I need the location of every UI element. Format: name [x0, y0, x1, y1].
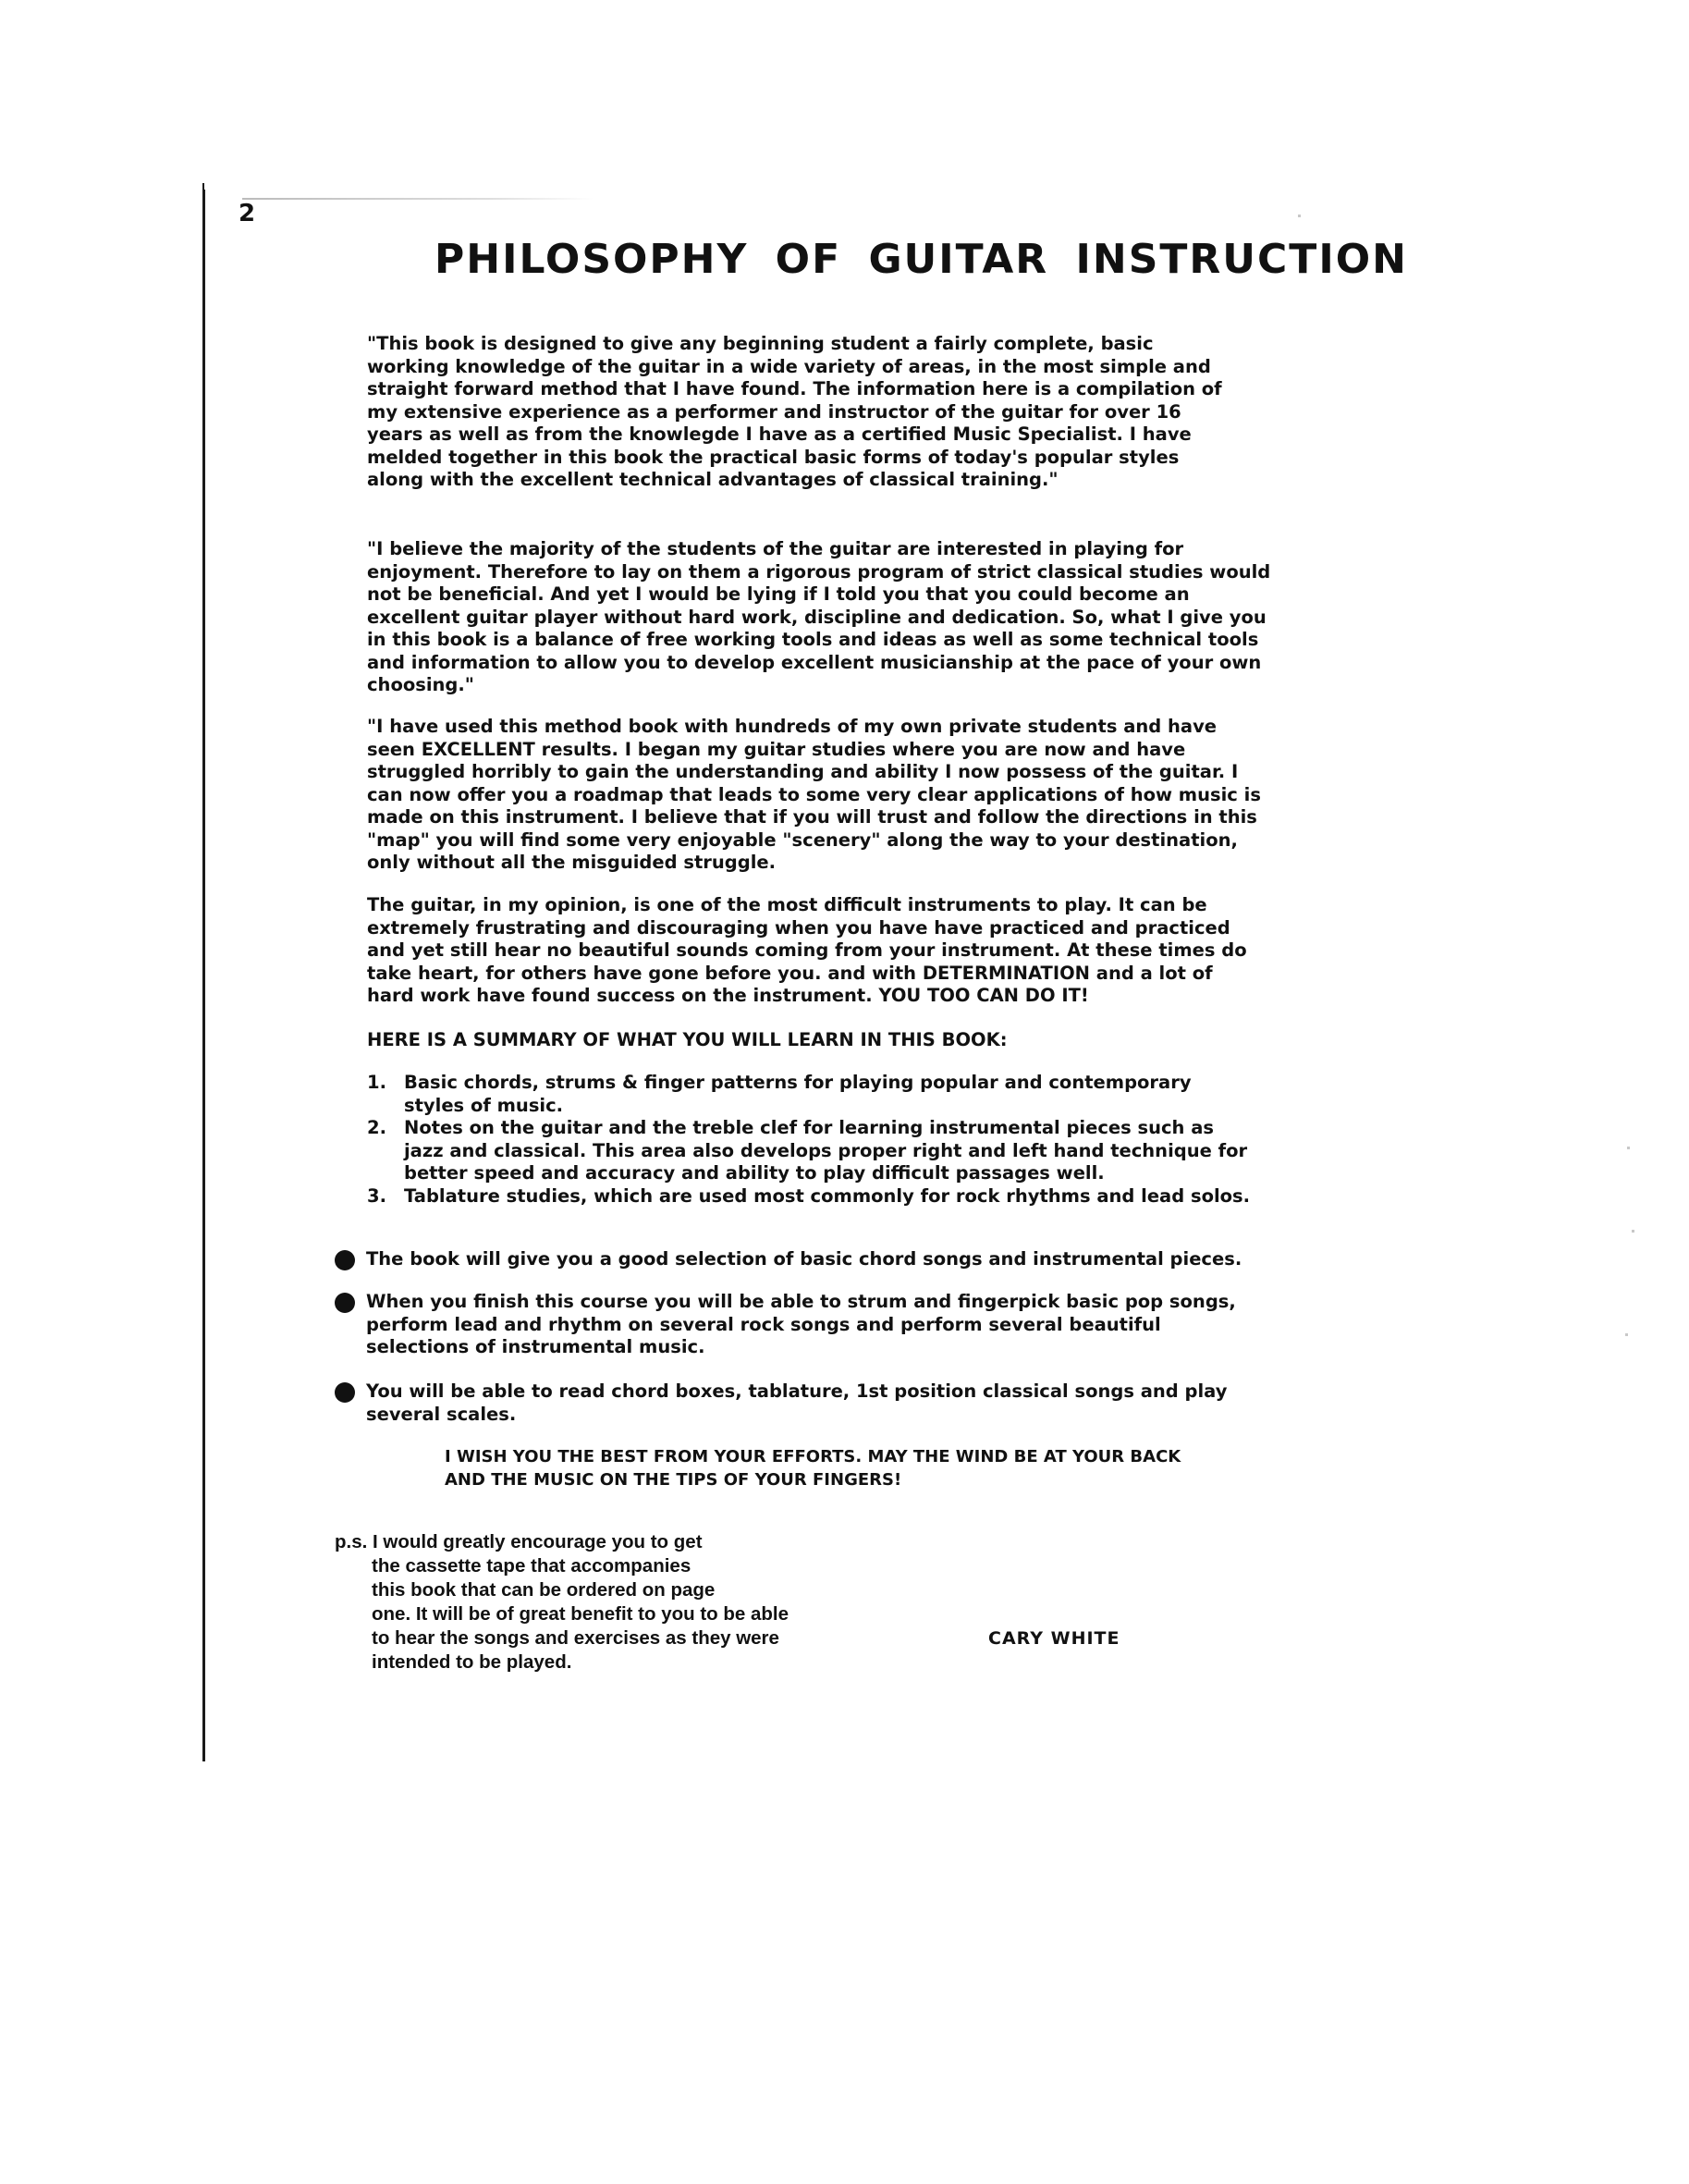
list-item	[367, 1072, 1255, 1117]
scan-speck	[1632, 1230, 1634, 1233]
postscript-line: to hear the songs and exercises as they were	[372, 1627, 779, 1649]
author-signature: CARY WHITE	[988, 1628, 1120, 1649]
closing-line-2: AND THE MUSIC ON THE TIPS OF YOUR FINGERS!	[445, 1469, 902, 1490]
intro-paragraph-2: "I believe the majority of the students of the guitar are interested in playing for enjoyment. Therefore to lay on them a rigorous program of strict classical studies would not be beneficial. And yet I would be lying if I told you that you could become an excellent guitar player without hard work, discipline and dedication. So, what I give you in this book is a balance of free working tools and ideas as well as some technical tools and information to allow you to develop excellent musicianship at the pace of your own choosing."	[367, 538, 1271, 695]
scan-speck	[1298, 215, 1301, 217]
list-item-number: 3.	[367, 1184, 386, 1207]
list-item-number: 2.	[367, 1117, 386, 1138]
list-item-text: Notes on the guitar and the treble clef for learning instrumental pieces such as jazz and classical. This area also develops proper right and left hand technique for better speed and accuracy and ability to play difficult passages well.	[404, 1117, 1248, 1184]
bullet-item	[335, 1291, 1268, 1359]
summary-heading: HERE IS A SUMMARY OF WHAT YOU WILL LEARN IN THIS BOOK:	[367, 1029, 1008, 1050]
scan-speck	[1627, 1147, 1630, 1149]
page-number: 2	[239, 200, 256, 227]
postscript-line: intended to be played.	[372, 1651, 572, 1673]
list-item-number: 1.	[367, 1072, 386, 1093]
bullet-text: The book will give you a good selection of basic chord songs and instrumental pieces.	[366, 1248, 1242, 1270]
page-margin-rule	[202, 190, 205, 1761]
intro-paragraph-1: "This book is designed to give any beginning student a fairly complete, basic working knowledge of the guitar in a wide variety of areas, in the most simple and straight forward method that I have found. The information here is a compilation of my extensive experience as a performer and instructor of the guitar for over 16 years as well as from the knowlegde I have as a certified Music Specialist. I have melded together in this book the practical basic forms of today's popular styles along with the excellent technical advantages of classical training."	[367, 333, 1222, 490]
scan-speck	[1625, 1333, 1628, 1336]
bullet-text: You will be able to read chord boxes, tablature, 1st position classical songs and play several scales.	[366, 1380, 1228, 1425]
closing-wish	[445, 1446, 1203, 1491]
bullet-dot-icon	[335, 1382, 355, 1403]
bullet-dot-icon	[335, 1250, 355, 1270]
intro-paragraph-4: The guitar, in my opinion, is one of the most difficult instruments to play. It can be extremely frustrating and discouraging when you have have practiced and practiced and yet still hear no beautiful sounds coming from your instrument. At these times do take heart, for others have gone before you. and with DETERMINATION and a lot of hard work have found success on the instrument. YOU TOO CAN DO IT!	[367, 894, 1247, 1006]
postscript-line: the cassette tape that accompanies	[372, 1555, 692, 1577]
bullet-dot-icon	[335, 1293, 355, 1313]
bullet-text: When you finish this course you will be able to strum and fingerpick basic pop songs, perform lead and rhythm on several rock songs and perform several beautiful selections of instrumental music.	[366, 1291, 1236, 1357]
bullet-item	[335, 1380, 1268, 1426]
bullet-item	[335, 1248, 1268, 1271]
intro-paragraph-3: "I have used this method book with hundreds of my own private students and have seen EXCELLENT results. I began my guitar studies where you are now and have struggled horribly to gain the understanding and ability I now possess of the guitar. I can now offer you a roadmap that leads to some very clear applications of how music is made on this instrument. I believe that if you will trust and follow the directions in this "map" you will find some very enjoyable "scenery" along the way to your destination, only without all the misguided struggle.	[367, 716, 1261, 873]
postscript-line: one. It will be of great benefit to you to be able	[372, 1603, 789, 1625]
list-item-text: Basic chords, strums & finger patterns for playing popular and contemporary styles of music.	[404, 1072, 1192, 1116]
postscript-line: this book that can be ordered on page	[372, 1579, 716, 1601]
page-header-rule	[242, 198, 594, 200]
page-title: PHILOSOPHY OF GUITAR INSTRUCTION	[434, 236, 1408, 283]
list-item-text: Tablature studies, which are used most commonly for rock rhythms and lead solos.	[404, 1184, 1251, 1207]
postscript	[335, 1530, 852, 1675]
summary-list	[367, 1072, 1255, 1208]
list-item	[367, 1117, 1255, 1185]
postscript-line: p.s. I would greatly encourage you to get	[335, 1531, 703, 1552]
list-item	[367, 1185, 1255, 1209]
closing-line-1: I WISH YOU THE BEST FROM YOUR EFFORTS. MAY THE WIND BE AT YOUR BACK	[445, 1447, 1181, 1466]
